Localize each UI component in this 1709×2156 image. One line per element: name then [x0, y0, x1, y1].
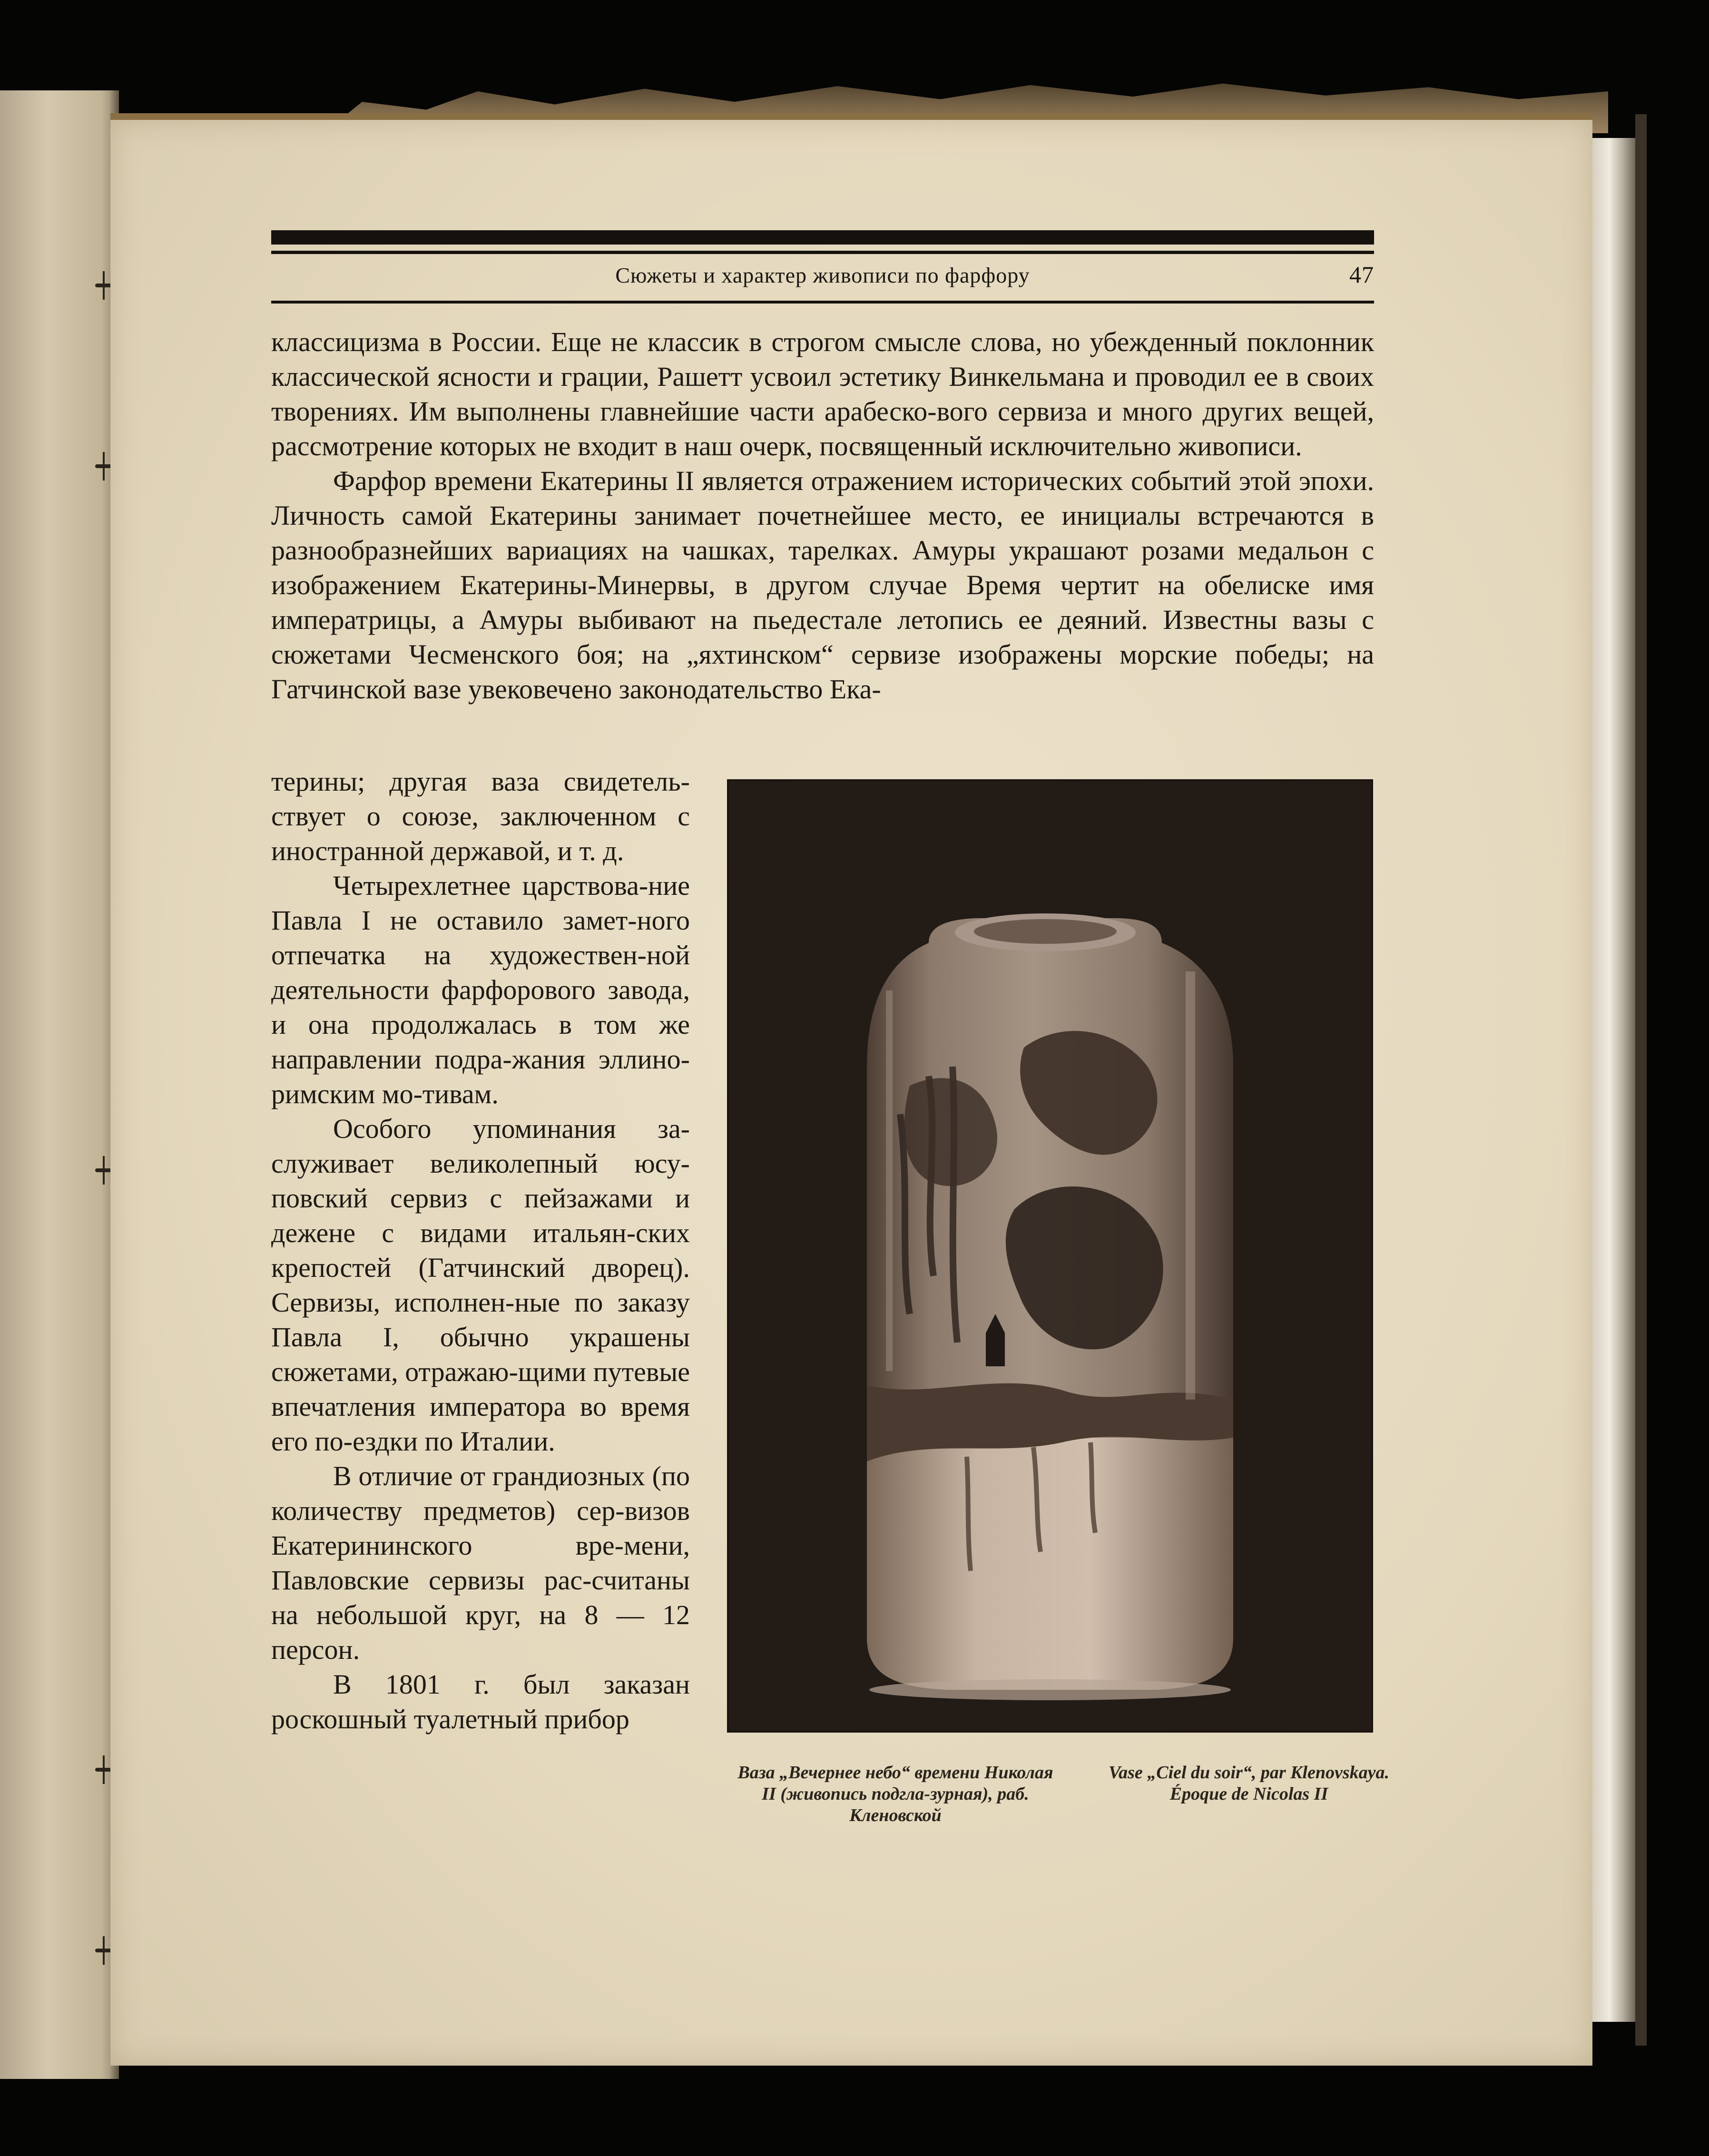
binding-stitch [95, 1755, 112, 1784]
header-rule-thick [271, 230, 1374, 245]
binding-stitch [95, 1936, 112, 1965]
left-page [0, 90, 119, 2079]
paragraph: Фарфор времени Екатерины II является отражением исторических событий этой эпохи. Личность самой Екатерины занимает почетнейшее место, ее инициалы встречаются в разнообразнейших вариациях на чашках, тарелках. Амуры украшают розами медальон с изображением Екатерины-Минервы, в другом случае Время чертит на обелиске имя императрицы, а Амуры выбивают на пьедестале летопись ее деяний. Известны вазы с сюжетами Чесменского боя; на „яхтинском“ сервизе изображены морские победы; на Гатчинской вазе увековечено законодательство Ека- [271, 465, 1374, 705]
paragraph: терины; другая ваза свидетель-ствует о союзе, заключенном с иностранной державой, и т. д. [271, 766, 690, 866]
paragraph: Особого упоминания за-служивает великолепный юсу-повский сервиз с пейзажами и дежене с видами итальян-ских крепостей (Гатчинский дворец). Сервизы, исполнен-ные по заказу Павла I, обычно украшены сюжетами, отражаю-щими путевые впечатления императора во время его по-ездки по Италии. [271, 1113, 690, 1457]
vase-image [729, 781, 1371, 1731]
body-text-full-width [271, 324, 1374, 706]
binding-stitch [95, 1156, 112, 1185]
header-rule-bottom [271, 301, 1374, 304]
paragraph: Четырехлетнее царствова-ние Павла I не оставило замет-ного отпечатка на художествен-ной деятельности фарфорового завода, и она продолжалась в том же направлении подра-жания эллино-римским мо-тивам. [271, 870, 690, 1109]
paragraph: В отличие от грандиозных (по количеству предметов) сер-визов Екатерининского вре-мени, Павловские сервизы рас-считаны на небольшой круг, на 8 — 12 персон. [271, 1460, 690, 1665]
figure-caption-fr: Vase „Ciel du soir“, par Klenovskaya. Époque de Nicolas II [1108, 1763, 1390, 1804]
header-rule-thin [271, 251, 1374, 254]
cover-edge [1635, 114, 1647, 2046]
paragraph: В 1801 г. был заказан роскошный туалетный прибор [271, 1669, 690, 1735]
vase-photograph [729, 781, 1371, 1731]
running-head [271, 261, 1374, 292]
page-block-edge [1592, 138, 1635, 2022]
binding-stitch [95, 271, 112, 300]
binding-stitch [95, 452, 112, 480]
figure-caption-ru: Ваза „Вечернее небо“ времени Николая II (живопись подгла-зурная), раб. Кленовской [737, 1763, 1053, 1825]
body-text-column [271, 764, 690, 1736]
paragraph: классицизма в России. Еще не классик в строгом смысле слова, но убежденный поклонник классической ясности и грации, Рашетт усвоил эстетику Винкельмана и проводил ее в своих творениях. Им выполнены главнейшие части арабеско-вого сервиза и много других вещей, рассмотрение которых не входит в наш очерк, посвященный исключительно живописи. [271, 326, 1374, 461]
running-title: Сюжеты и характер живописи по фарфору [615, 263, 1030, 287]
page-number: 47 [1349, 261, 1374, 288]
